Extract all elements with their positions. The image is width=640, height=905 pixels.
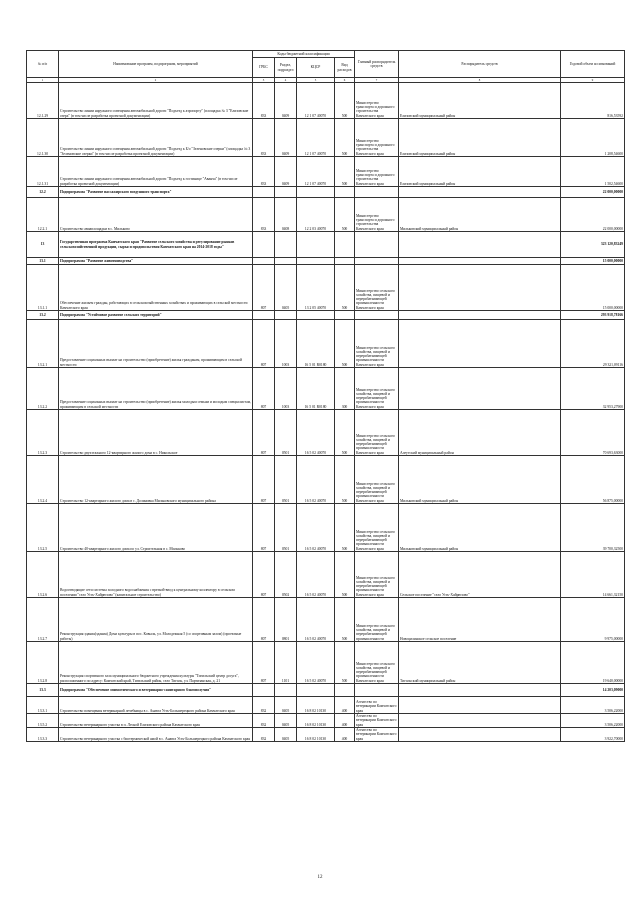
row-recipient [399,368,561,410]
row-grbs: 833 [253,157,275,187]
row-name: Строительство двухэтажного 12-квартирного жилого дома в с. Никольское [59,410,253,456]
row-vr: 400 [335,697,355,714]
row-rzpr [275,684,297,697]
table-row [27,198,625,232]
row-ksr: 12 2 03 40070 [297,198,335,232]
row-rzpr: 1003 [275,320,297,368]
row-recipient: Мильковский муниципальный район [399,456,561,504]
row-number: 13.1.1 [27,265,59,311]
table-row [27,83,625,119]
row-number: 13.1 [27,258,59,265]
row-number: 13 [27,232,59,258]
row-amount: 14 203,09000 [561,684,625,697]
row-amount: 15 000,00000 [561,265,625,311]
row-recipient: Елизовский муниципальный район [399,119,561,157]
row-admin: Министерство сельского хозяйства, пищевой и перерабатывающей промышленности Камчатского края [355,456,399,504]
budget-table [26,50,625,742]
header-recipient: Распорядитель средств [399,51,561,78]
row-amount: 39 700,32500 [561,504,625,552]
row-admin [355,684,399,697]
row-name: Подпрограмма "Устойчивое развитие сельских территорий" [59,311,253,320]
row-name: Подпрограмма "Обеспечение эпизоотического и ветеринарно-санитарного благополучия" [59,684,253,697]
row-number: 13.3 [27,684,59,697]
row-rzpr: 1101 [275,642,297,684]
row-name: Реконструкция здания(здания) Дома культуры в пос. Ковыль, ул. Молодежная 5 (со спортивным залом) (проектные работы) [59,598,253,642]
row-admin: Министерство сельского хозяйства, пищевой и перерабатывающей промышленности Камчатского края [355,410,399,456]
row-rzpr: 0502 [275,552,297,598]
row-rzpr: 0405 [275,697,297,714]
row-rzpr: 0405 [275,714,297,728]
row-recipient [399,714,561,728]
row-name: Водоотводящие сети системы холодного водоснабжения с врезкой-ввод к центральному коллектору в сельском поселении "село Усть-Хайрюзово" (капитальное строительство) [59,552,253,598]
row-name: Строительство ветеринарного участка в п. Лесной Елизовского района Камчатского края [59,714,253,728]
row-number: 13.3.1 [27,697,59,714]
row-recipient: Мильковский муниципальный район [399,504,561,552]
column-index-cell: 7 [355,78,399,83]
row-amount: 29 321,09116 [561,320,625,368]
row-name: Реконструкция спортивного зала муниципального бюджетного учреждения культуры "Тигильский центр досуга", расположенного по адресу: Камчатский край, Тигильский район, село Тигиль, ул. Партизанская, д. 21 [59,642,253,684]
table-row [27,598,625,642]
row-ksr: 16 5 02 40070 [297,552,335,598]
row-number: 13.2.3 [27,410,59,456]
row-amount: 22 000,00000 [561,198,625,232]
row-ksr: 12 1 07 40070 [297,119,335,157]
column-index-cell: 9 [561,78,625,83]
row-vr: 500 [335,157,355,187]
row-ksr: 13 2 05 40070 [297,265,335,311]
row-number: 12.1.31 [27,157,59,187]
row-amount: 1 208,54600 [561,119,625,157]
row-grbs: 807 [253,552,275,598]
row-recipient: Тигильский муниципальный район [399,642,561,684]
row-vr [335,311,355,320]
row-grbs [253,187,275,198]
row-recipient [399,265,561,311]
row-rzpr: 0501 [275,504,297,552]
row-number: 13.2.6 [27,552,59,598]
row-rzpr: 0405 [275,265,297,311]
row-ksr [297,187,335,198]
row-amount: 56 875,00000 [561,456,625,504]
row-number: 12.1.29 [27,83,59,119]
row-number: 13.2.1 [27,320,59,368]
table-row [27,456,625,504]
row-amount: 323 120,83249 [561,232,625,258]
row-recipient [399,258,561,265]
row-number: 13.2.8 [27,642,59,684]
row-admin: Министерство транспорта и дорожного строительства Камчатского края [355,198,399,232]
row-vr: 500 [335,598,355,642]
row-grbs [253,684,275,697]
row-ksr [297,258,335,265]
row-name: Подпрограмма "Развитие пассажирского воздушного транспорта" [59,187,253,198]
row-recipient: Алеутский муниципальный район [399,410,561,456]
row-amount: 816,53592 [561,83,625,119]
row-grbs: 807 [253,598,275,642]
row-grbs: 833 [253,83,275,119]
row-vr: 500 [335,83,355,119]
row-ksr: 12 1 07 40070 [297,83,335,119]
row-grbs: 832 [253,714,275,728]
row-admin: Агентство по ветеринарии Камчатского края [356,728,397,741]
row-vr: 500 [335,456,355,504]
row-number: 13.2.2 [27,368,59,410]
row-amount: 3 506,22000 [561,714,625,728]
row-vr: 500 [335,119,355,157]
header-admin: Главный распорядитель средств [355,51,399,78]
row-recipient: Сельское поселение "село Усть-Хайрюзово" [399,552,561,598]
row-amount: 14 661,32150 [561,552,625,598]
row-vr: 500 [335,642,355,684]
row-number: 13.2.4 [27,456,59,504]
row-grbs: 807 [253,642,275,684]
row-name: Строительство линии наружного освещения автомобильной дороги "Подъезд к Б/о "Зеленовские озерки" (площадка № 3 "Зеленовские озерки" (в том числе разработка проектной документации) [59,119,253,157]
row-name: Предоставление социальных выплат на строительство (приобретение) жилья молодым семьям и молодым специалистам, проживающим в сельской местности [59,368,253,410]
row-rzpr [275,232,297,258]
column-index-cell: 8 [399,78,561,83]
table-body [27,83,625,742]
row-name: Государственная программа Камчатского края "Развитие сельского хозяйства и регулирование рынков сельскохозяйственной продукции, сырья и продовольствия Камчатского края на 2014-2018 годы" [59,232,253,258]
table-row [27,642,625,684]
row-admin: Министерство сельского хозяйства, пищевой и перерабатывающей промышленности Камчатского края [355,320,399,368]
row-ksr: 16 5 02 40070 [297,642,335,684]
row-rzpr [275,187,297,198]
row-amount: 1 502,54600 [561,157,625,187]
row-admin: Министерство сельского хозяйства, пищевой и перерабатывающей промышленности Камчатского края [355,504,399,552]
table-row [27,265,625,311]
row-number: 13.5.2 [27,714,59,728]
row-number: 13.2.5 [27,504,59,552]
row-recipient [399,728,561,742]
section-row [27,232,625,258]
row-grbs: 833 [253,119,275,157]
header-rzpr: Раздел, подраздел [275,58,297,78]
row-ksr [297,232,335,258]
row-ksr: 16 5 02 40070 [297,410,335,456]
row-number: 13.2.7 [27,598,59,642]
row-rzpr: 0408 [275,198,297,232]
row-admin: Министерство транспорта и дорожного строительства Камчатского края [355,157,399,187]
table-row [27,504,625,552]
row-rzpr: 0409 [275,157,297,187]
row-amount: 19 640,00000 [561,642,625,684]
row-vr [335,232,355,258]
row-number: 12.2 [27,187,59,198]
row-name: Строительство авиаплощадки в с. Мильково [59,198,253,232]
column-index-cell: 1 [27,78,59,83]
row-recipient: Елизовский муниципальный район [399,83,561,119]
row-recipient [399,232,561,258]
row-vr [335,187,355,198]
row-ksr: 16 8 02 10130 [297,728,335,742]
row-admin: Министерство сельского хозяйства, пищевой и перерабатывающей промышленности Камчатского края [355,265,399,311]
row-ksr: 16 5 02 40070 [297,598,335,642]
column-index-cell: 6 [335,78,355,83]
row-amount: 293 918,78166 [561,311,625,320]
row-amount: 15 000,00000 [561,258,625,265]
row-admin [355,258,399,265]
table-row [27,320,625,368]
row-grbs: 807 [253,320,275,368]
row-rzpr: 0501 [275,456,297,504]
header-name: Наименование программ, подпрограмм, мероприятий [59,51,253,78]
row-vr: 500 [335,410,355,456]
row-ksr: 16 5 01 R0180 [297,368,335,410]
row-admin: Министерство транспорта и дорожного строительства Камчатского края [355,119,399,157]
row-vr [335,684,355,697]
header-codes: Коды бюджетной классификации [253,51,355,58]
row-name: Обеспечение жильем граждан, работающих в сельскохозяйственных хозяйствах и проживающих в сельской местности Камчатского края [59,265,253,311]
row-vr: 500 [335,198,355,232]
row-grbs: 832 [253,697,275,714]
row-rzpr [275,258,297,265]
budget-table-sheet [26,50,624,742]
row-name: Строительство 40-квартирного жилого дома по ул. Строительная в с. Мильково [59,504,253,552]
row-rzpr: 0405 [275,728,297,742]
row-rzpr: 0409 [275,119,297,157]
row-name: Строительство линии наружного освещения автомобильной дороги "Подъезд к аэропорту" (площадка № 3 "Елизовские озера" (в том числе разработка проектной документации) [59,83,253,119]
row-amount: 32 953,27900 [561,368,625,410]
row-grbs: 807 [253,368,275,410]
row-admin: Министерство сельского хозяйства, пищевой и перерабатывающей промышленности Камчатского края [355,642,399,684]
row-number: 12.1.30 [27,119,59,157]
row-name: Строительство помещения ветеринарной лечебницы в с. Анавга Усть-Большерецкого района Камчатского края [59,697,253,714]
row-grbs: 807 [253,504,275,552]
row-amount: 70 693,63000 [561,410,625,456]
row-vr [335,258,355,265]
row-admin [355,232,399,258]
header-grbs: ГРБС [253,58,275,78]
row-ksr: 16 5 01 R0180 [297,320,335,368]
row-ksr [297,311,335,320]
row-admin: Агентство по ветеринарии Камчатского края [355,697,399,714]
row-grbs: 833 [253,198,275,232]
section-row [27,258,625,265]
row-amount: 3 922,70000 [561,728,625,742]
row-ksr: 12 1 07 40070 [297,157,335,187]
row-recipient [399,320,561,368]
table-row [27,119,625,157]
row-number: 12.2.1 [27,198,59,232]
row-grbs: 832 [253,728,275,742]
row-vr: 300 [335,368,355,410]
row-name: Подпрограмма "Развитие животноводства" [59,258,253,265]
column-index-cell: 2 [59,78,253,83]
row-recipient [399,187,561,198]
row-grbs: 807 [253,265,275,311]
row-ksr: 16 5 02 40070 [297,504,335,552]
row-number: 13.3.3 [27,728,59,742]
header-num: № п/п [27,51,59,78]
section-row [27,187,625,198]
section-row [27,311,625,320]
row-name: Предоставление социальных выплат на строительство (приобретение) жилья гражданам, проживающим в сельской местности [59,320,253,368]
row-admin: Министерство сельского хозяйства, пищевой и перерабатывающей промышленности [355,598,399,642]
row-vr: 500 [335,320,355,368]
row-grbs: 807 [253,410,275,456]
row-admin: Министерство сельского хозяйства, пищевой и перерабатывающей промышленности Камчатского края [355,552,399,598]
row-ksr: 16 8 02 10130 [297,714,335,728]
row-admin: Агентство по ветеринарии Камчатского края [356,714,397,727]
column-index-cell: 3 [253,78,275,83]
row-recipient: Новоцилинское сельское поселение [399,598,561,642]
row-vr: 500 [335,265,355,311]
table-row [27,368,625,410]
table-row [27,697,625,714]
row-recipient: Елизовский муниципальный район [399,157,561,187]
column-index-cell: 4 [275,78,297,83]
row-ksr [297,684,335,697]
row-name: Строительство линии наружного освещения автомобильной дороги "Подъезд к гостинице "Аванча" (в том числе разработка проектной документации) [59,157,253,187]
table-row [27,157,625,187]
row-number: 13.2 [27,311,59,320]
row-grbs [253,311,275,320]
column-index-cell: 5 [297,78,335,83]
row-amount: 9 975,00000 [561,598,625,642]
header-vr: Вид расходов [335,58,355,78]
table-row [27,552,625,598]
row-vr: 400 [335,714,355,728]
row-amount: 3 506,22000 [561,697,625,714]
row-rzpr: 0409 [275,83,297,119]
row-vr: 500 [335,504,355,552]
row-rzpr: 0501 [275,410,297,456]
row-name: Строительство ветеринарного участка с биотермической ямой в с. Анавга Усть-Большерецкого района Камчатского края [59,728,253,742]
row-rzpr: 1003 [275,368,297,410]
table-row [27,714,625,728]
row-vr: 400 [335,728,355,742]
row-admin: Министерство сельского хозяйства, пищевой и перерабатывающей промышленности Камчатского края [355,368,399,410]
table-row [27,728,625,742]
row-recipient [399,311,561,320]
table-row [27,410,625,456]
row-admin [355,311,399,320]
row-grbs [253,258,275,265]
header-amount: Годовой объем ассигнований [561,51,625,78]
row-grbs: 807 [253,456,275,504]
row-admin [355,187,399,198]
page-number: 12 [317,875,323,880]
row-rzpr [275,311,297,320]
row-amount: 22 000,00000 [561,187,625,198]
row-ksr: 16 8 02 10130 [297,697,335,714]
row-recipient: Мильковский муниципальный район [399,198,561,232]
section-row [27,684,625,697]
row-admin: Министерство транспорта и дорожного строительства Камчатского края [355,83,399,119]
row-grbs [253,232,275,258]
row-recipient [399,697,561,714]
row-ksr: 16 5 02 40070 [297,456,335,504]
row-rzpr: 0801 [275,598,297,642]
header-ksr: КЦСР [297,58,335,78]
row-name: Строительство 12-квартирного жилого дома в с. Долиновка Мильковского муниципального района [59,456,253,504]
row-recipient [399,684,561,697]
row-vr: 500 [335,552,355,598]
